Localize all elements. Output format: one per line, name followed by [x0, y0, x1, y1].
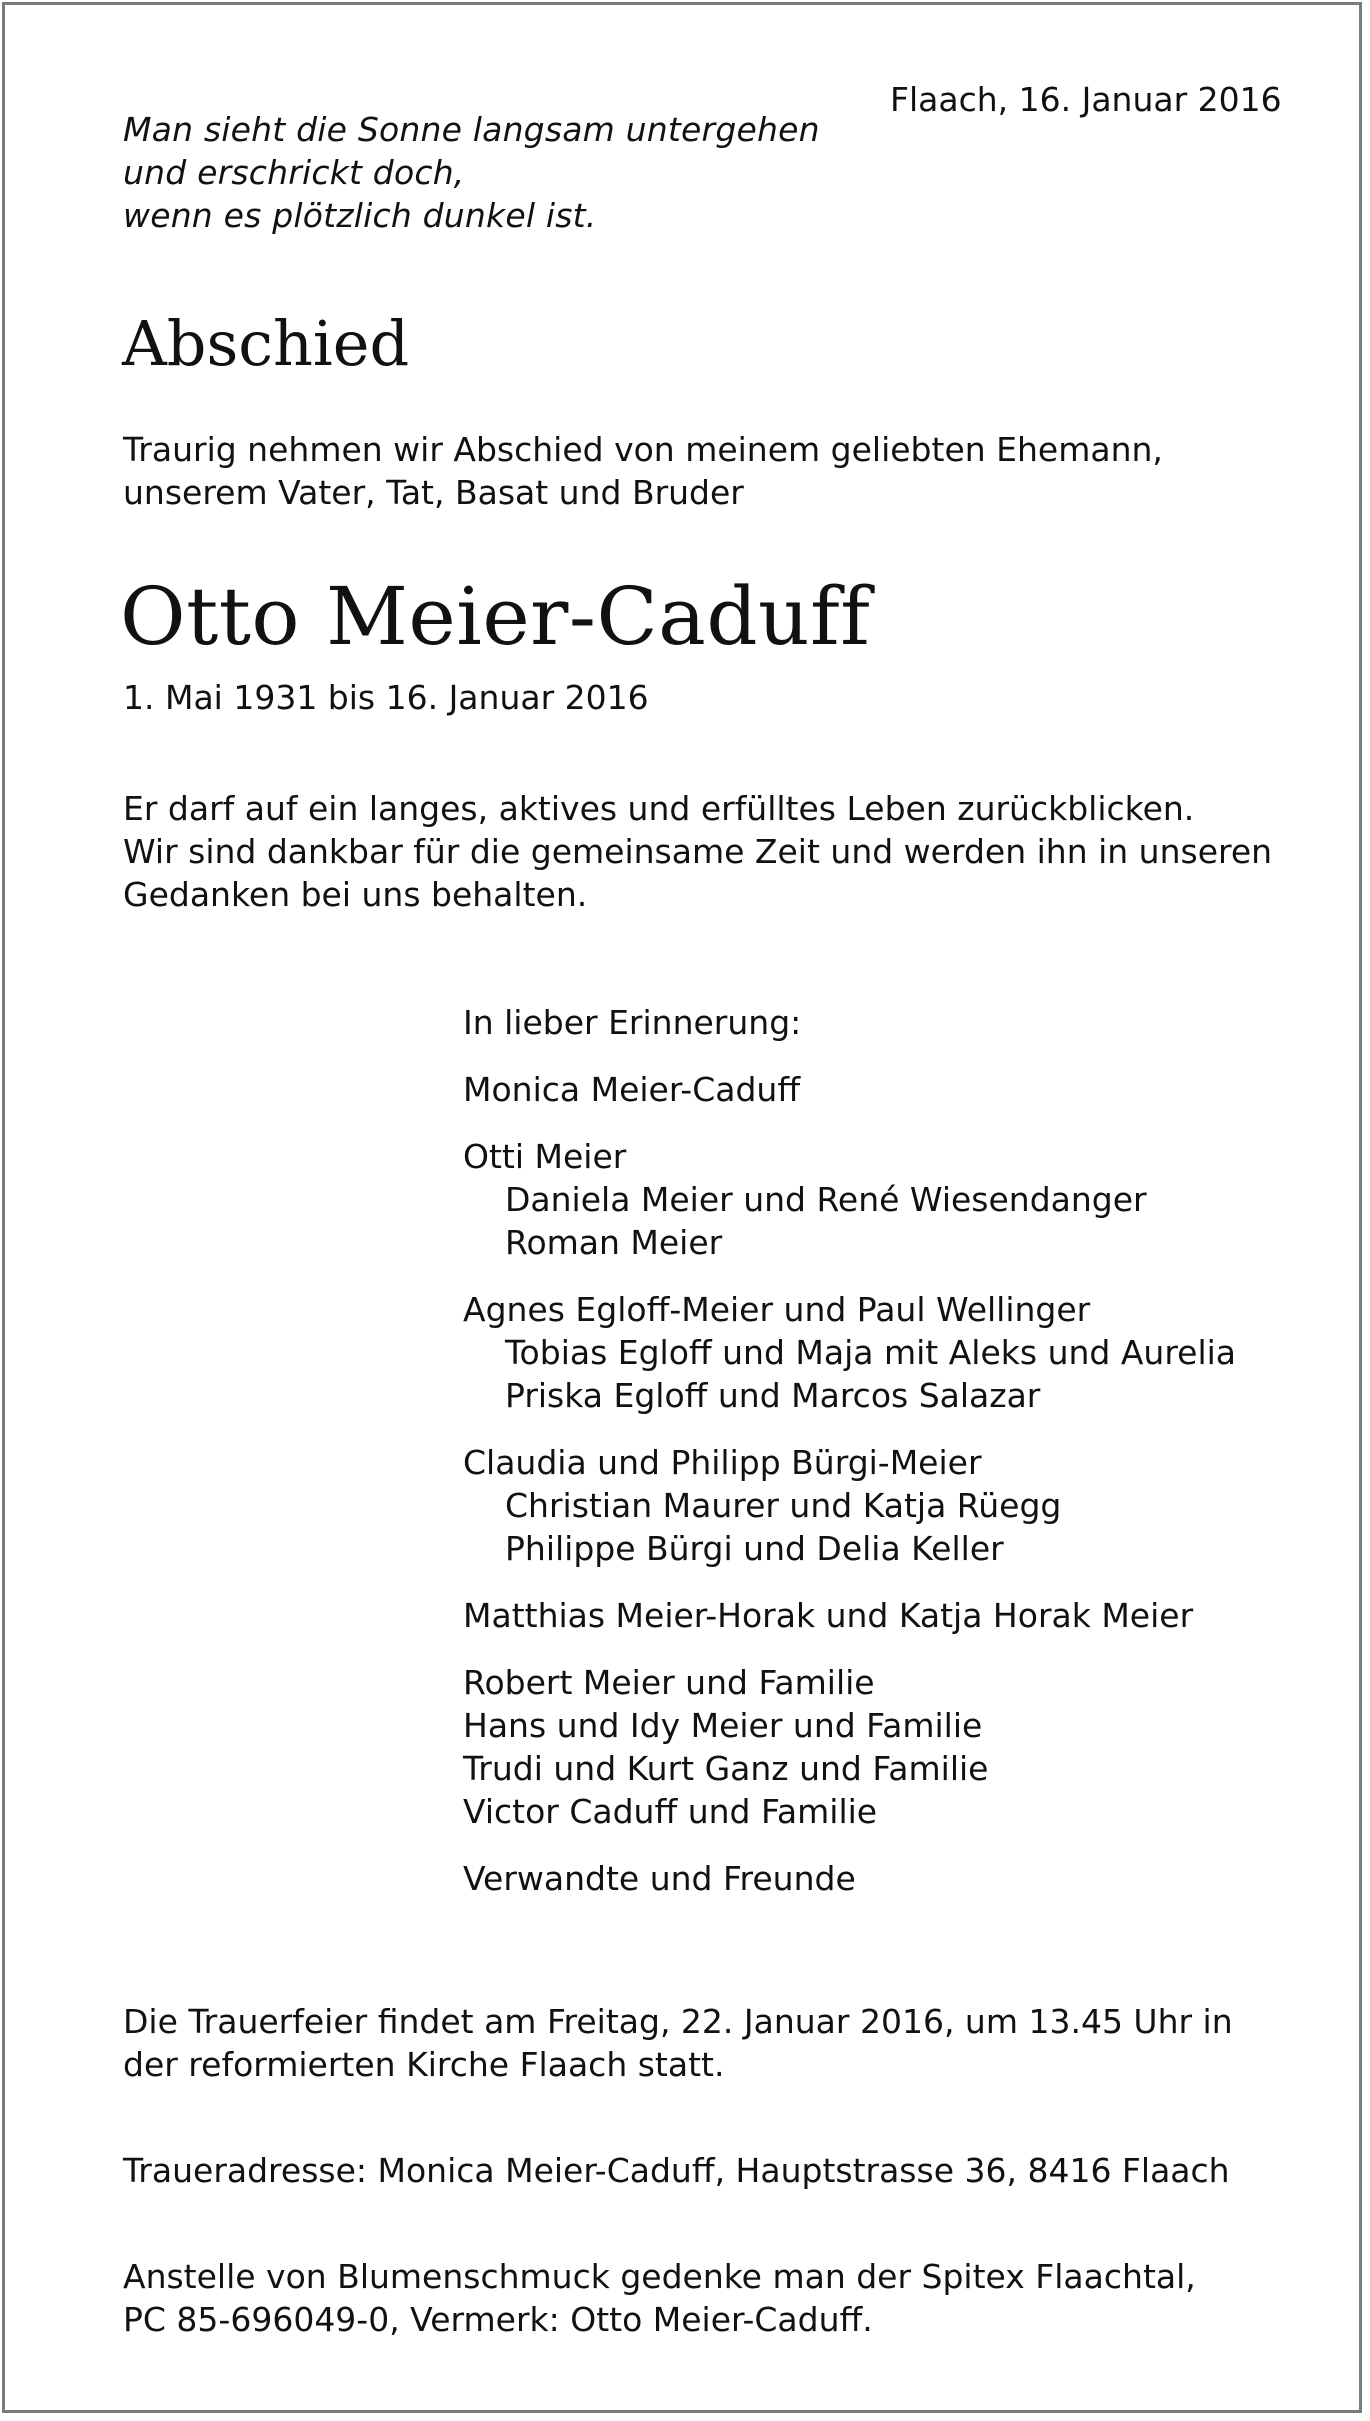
motto-line: und erschrickt doch, — [123, 153, 465, 192]
motto-line: Man sieht die Sonne langsam untergehen — [123, 110, 820, 149]
donation-info — [123, 2255, 1196, 2341]
mourner-group — [463, 1594, 1236, 1637]
mourners-label-group — [463, 1001, 1236, 1044]
relatives-group — [463, 1661, 1236, 1833]
mourner-name: Monica Meier-Caduff — [463, 1070, 801, 1109]
tribute-text — [123, 787, 1272, 916]
relative-name: Victor Caduff und Familie — [463, 1792, 878, 1831]
mourner-group — [463, 1288, 1236, 1417]
mourner-name: Claudia und Philipp Bürgi-Meier — [463, 1443, 982, 1482]
place-date: Flaach, 16. Januar 2016 — [890, 80, 1282, 119]
motto-quote — [123, 108, 820, 237]
closing-group — [463, 1857, 1236, 1900]
motto-line: wenn es plötzlich dunkel ist. — [123, 196, 597, 235]
relative-name: Hans und Idy Meier und Familie — [463, 1706, 983, 1745]
mourner-name: Agnes Egloff-Meier und Paul Wellinger — [463, 1290, 1091, 1329]
donation-line: Anstelle von Blumenschmuck gedenke man der Spitex Flaachtal, — [123, 2257, 1196, 2296]
relative-name: Trudi und Kurt Ganz und Familie — [463, 1749, 989, 1788]
deceased-name: Otto Meier-Caduff — [120, 570, 871, 663]
intro-line: Traurig nehmen wir Abschied von meinem geliebten Ehemann, — [123, 430, 1163, 469]
mourner-subname: Priska Egloff und Marcos Salazar — [505, 1376, 1041, 1415]
closing-line: Verwandte und Freunde — [463, 1859, 856, 1898]
donation-line: PC 85-696049-0, Vermerk: Otto Meier-Caduff. — [123, 2300, 873, 2339]
service-line: Die Trauerfeier findet am Freitag, 22. Januar 2016, um 13.45 Uhr in — [123, 2002, 1233, 2041]
mourner-name: Otti Meier — [463, 1137, 627, 1176]
tribute-line: Wir sind dankbar für die gemeinsame Zeit und werden ihn in unseren — [123, 832, 1273, 871]
mourner-subname: Roman Meier — [505, 1223, 723, 1262]
mourner-group — [463, 1068, 1236, 1111]
mourner-name: Matthias Meier-Horak und Katja Horak Meier — [463, 1596, 1194, 1635]
intro-line: unserem Vater, Tat, Basat und Bruder — [123, 473, 744, 512]
intro-text — [123, 428, 1163, 514]
mourner-subname: Tobias Egloff und Maja mit Aleks und Aurelia — [505, 1333, 1237, 1372]
mourning-address: Traueradresse: Monica Meier-Caduff, Hauptstrasse 36, 8416 Flaach — [123, 2151, 1230, 2190]
mourner-subname: Philippe Bürgi und Delia Keller — [505, 1529, 1004, 1568]
heading-abschied: Abschied — [122, 307, 410, 380]
lifespan-dates: 1. Mai 1931 bis 16. Januar 2016 — [123, 678, 649, 717]
mourners-label: In lieber Erinnerung: — [463, 1003, 802, 1042]
mourner-group — [463, 1441, 1236, 1570]
relative-name: Robert Meier und Familie — [463, 1663, 875, 1702]
mourner-subname: Daniela Meier und René Wiesendanger — [505, 1180, 1147, 1219]
tribute-line: Er darf auf ein langes, aktives und erfülltes Leben zurückblicken. — [123, 789, 1195, 828]
service-line: der reformierten Kirche Flaach statt. — [123, 2045, 725, 2084]
mourner-group — [463, 1135, 1236, 1264]
service-info — [123, 2000, 1233, 2086]
tribute-line: Gedanken bei uns behalten. — [123, 875, 588, 914]
mourners-list — [463, 1001, 1236, 1924]
mourner-subname: Christian Maurer und Katja Rüegg — [505, 1486, 1062, 1525]
